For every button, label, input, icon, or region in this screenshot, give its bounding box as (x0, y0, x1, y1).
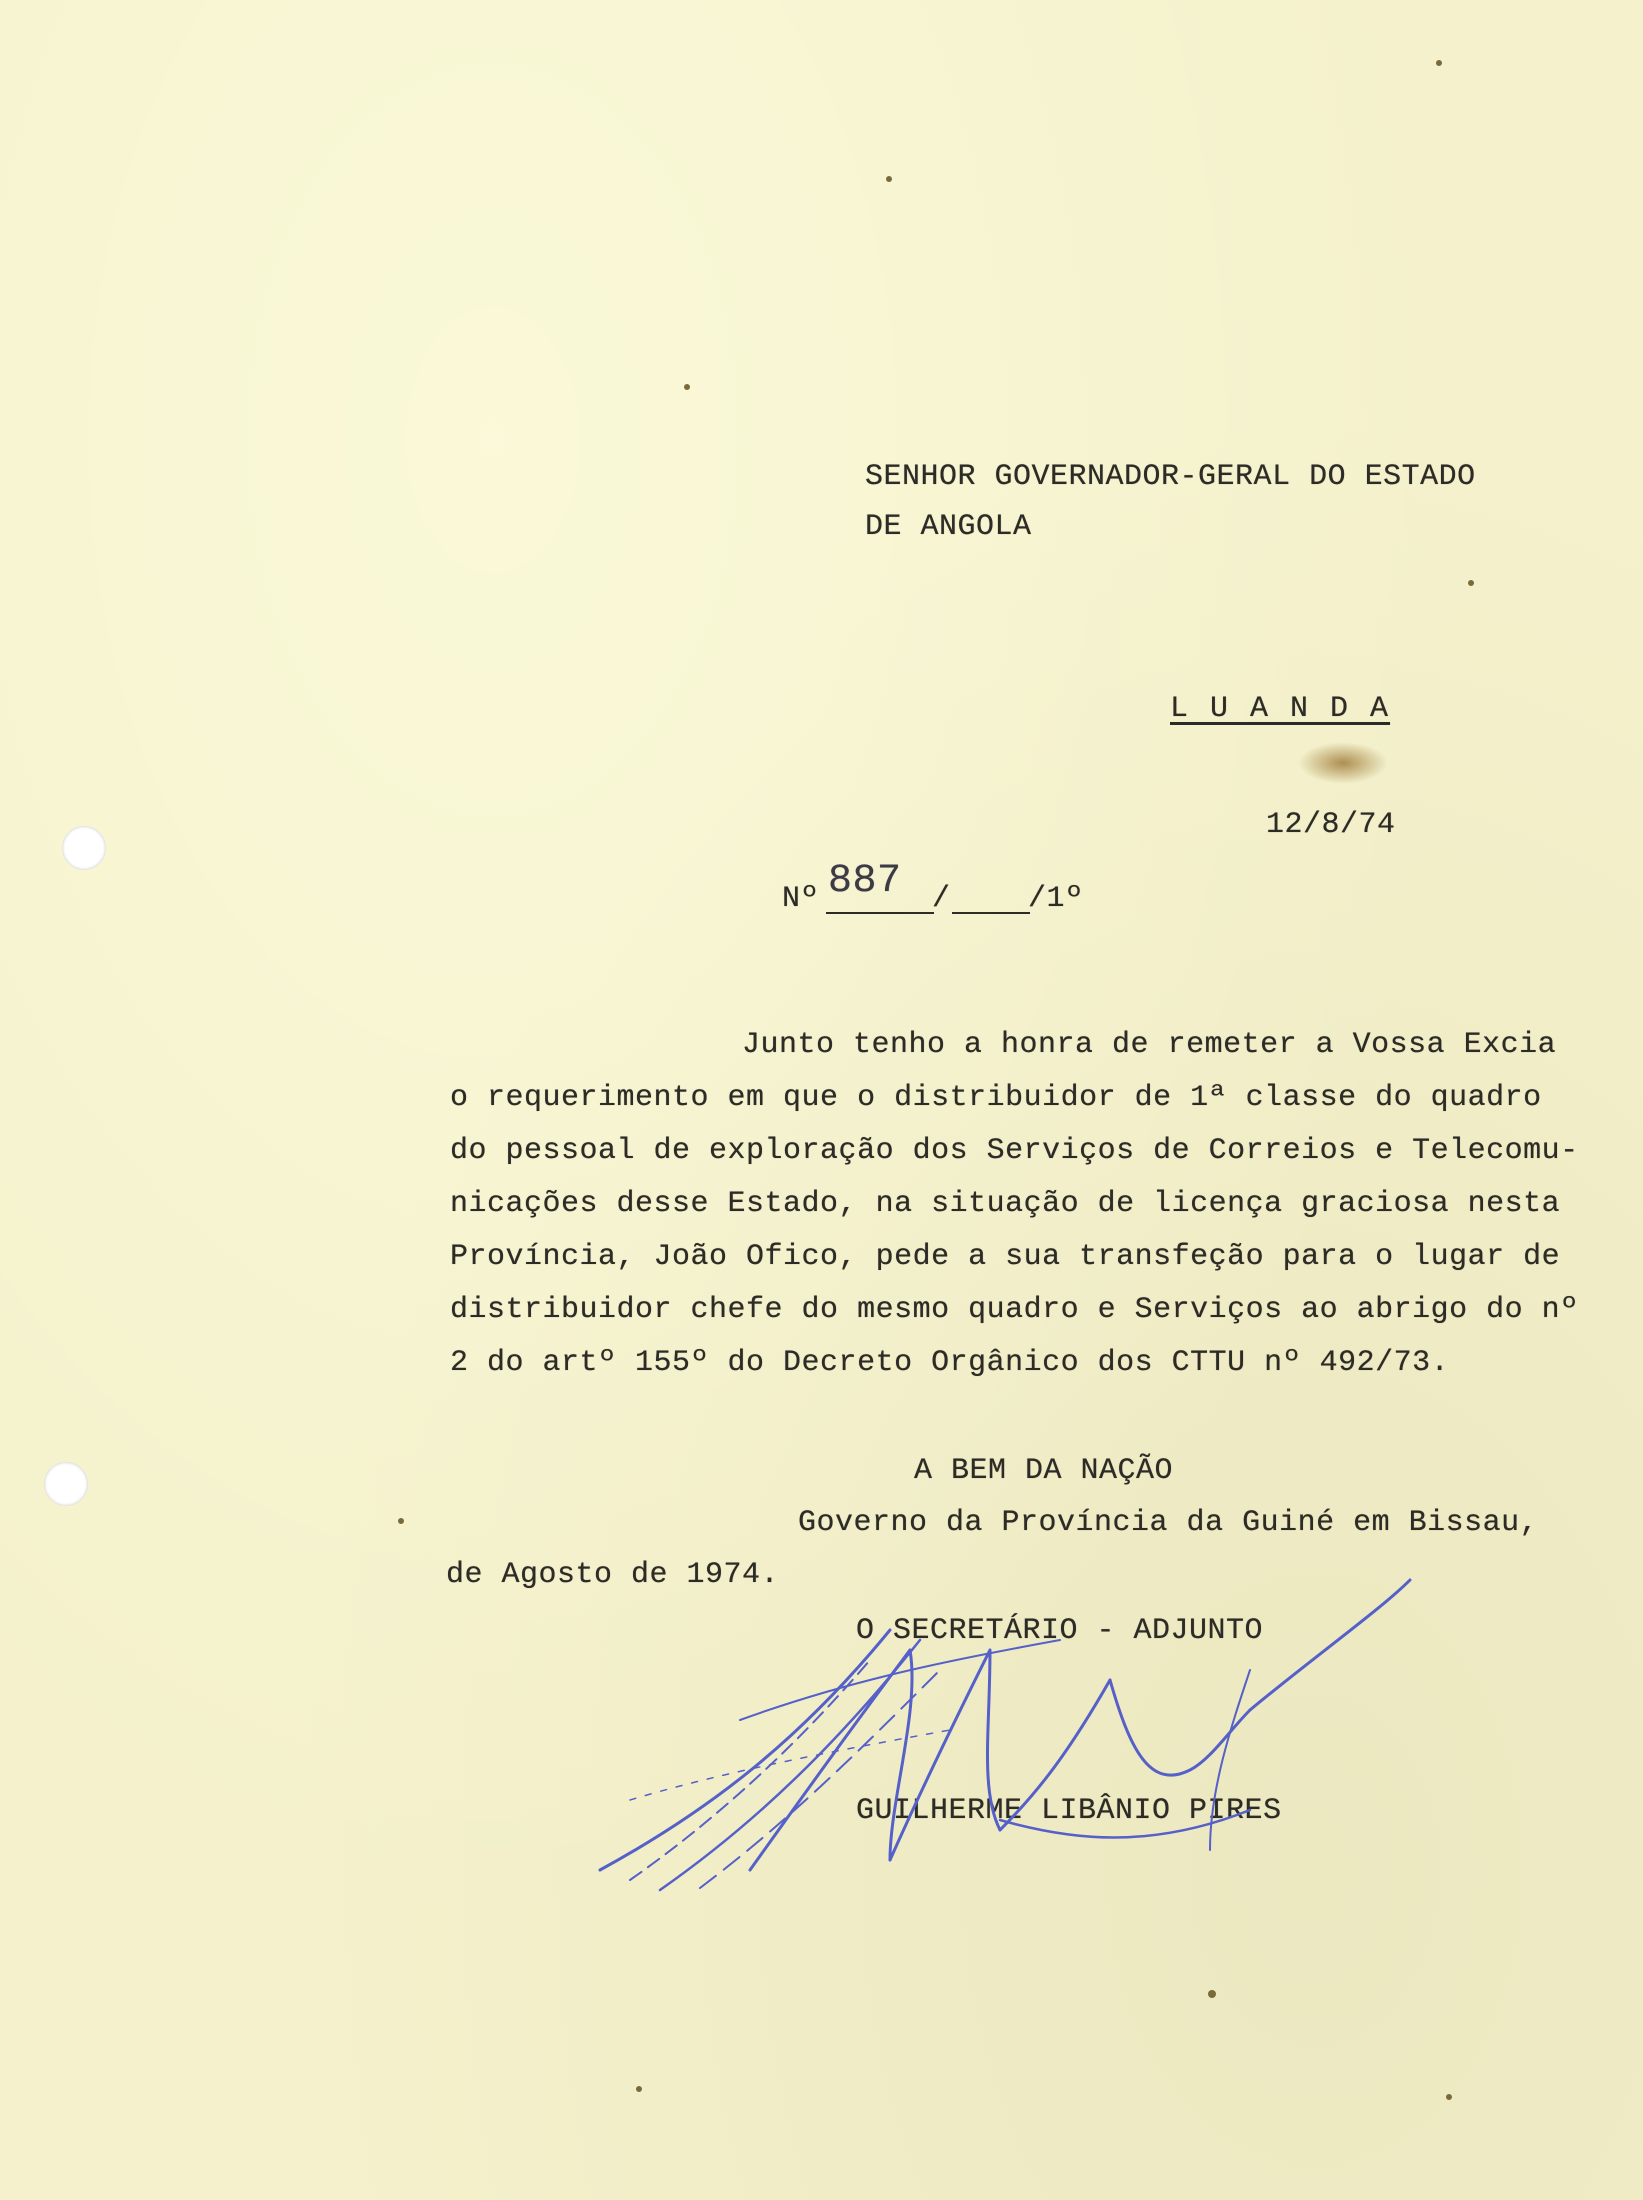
body-line-4: nicações desse Estado, na situação de licença graciosa nesta (450, 1187, 1561, 1221)
reference-slash-1: / (932, 882, 951, 916)
reference-number-value: 887 (828, 859, 902, 904)
letter-date: 12/8/74 (1266, 808, 1396, 842)
reference-prefix: Nº (782, 882, 820, 916)
signatory-title: O SECRETÁRIO - ADJUNTO (856, 1614, 1264, 1648)
signatory-name: GUILHERME LIBÂNIO PIRES (856, 1794, 1282, 1828)
body-line-1: Junto tenho a honra de remeter a Vossa Excia (742, 1028, 1557, 1062)
stain-mark (1298, 742, 1388, 784)
closing-date: de Agosto de 1974. (446, 1558, 780, 1592)
addressee-line-2: DE ANGOLA (865, 510, 1032, 544)
closing-motto: A BEM DA NAÇÃO (914, 1454, 1174, 1488)
body-line-6: distribuidor chefe do mesmo quadro e Serviços ao abrigo do nº (450, 1293, 1579, 1327)
punch-hole-bottom (44, 1462, 88, 1506)
reference-underline-1 (826, 912, 934, 914)
city-heading: L U A N D A (1170, 692, 1391, 726)
speck (1446, 2094, 1452, 2100)
punch-hole-top (62, 826, 106, 870)
speck (886, 176, 892, 182)
speck (636, 2086, 642, 2092)
reference-number (782, 859, 1102, 922)
addressee-line-1: SENHOR GOVERNADOR-GERAL DO ESTADO (865, 460, 1476, 494)
body-line-5: Província, João Ofico, pede a sua transfeção para o lugar de (450, 1240, 1561, 1274)
closing-place: Governo da Província da Guiné em Bissau, (798, 1506, 1539, 1540)
speck (398, 1518, 404, 1524)
body-line-2: o requerimento em que o distribuidor de 1ª classe do quadro (450, 1081, 1542, 1115)
speck (684, 384, 690, 390)
body-line-7: 2 do artº 155º do Decreto Orgânico dos CTTU nº 492/73. (450, 1346, 1450, 1380)
speck (1436, 60, 1442, 66)
speck (1468, 580, 1474, 586)
reference-slash-2: /1º (1028, 882, 1084, 916)
reference-underline-2 (952, 912, 1030, 914)
speck (1208, 1990, 1216, 1998)
handwritten-signature (590, 1570, 1450, 1910)
body-line-3: do pessoal de exploração dos Serviços de Correios e Telecomu- (450, 1134, 1579, 1168)
